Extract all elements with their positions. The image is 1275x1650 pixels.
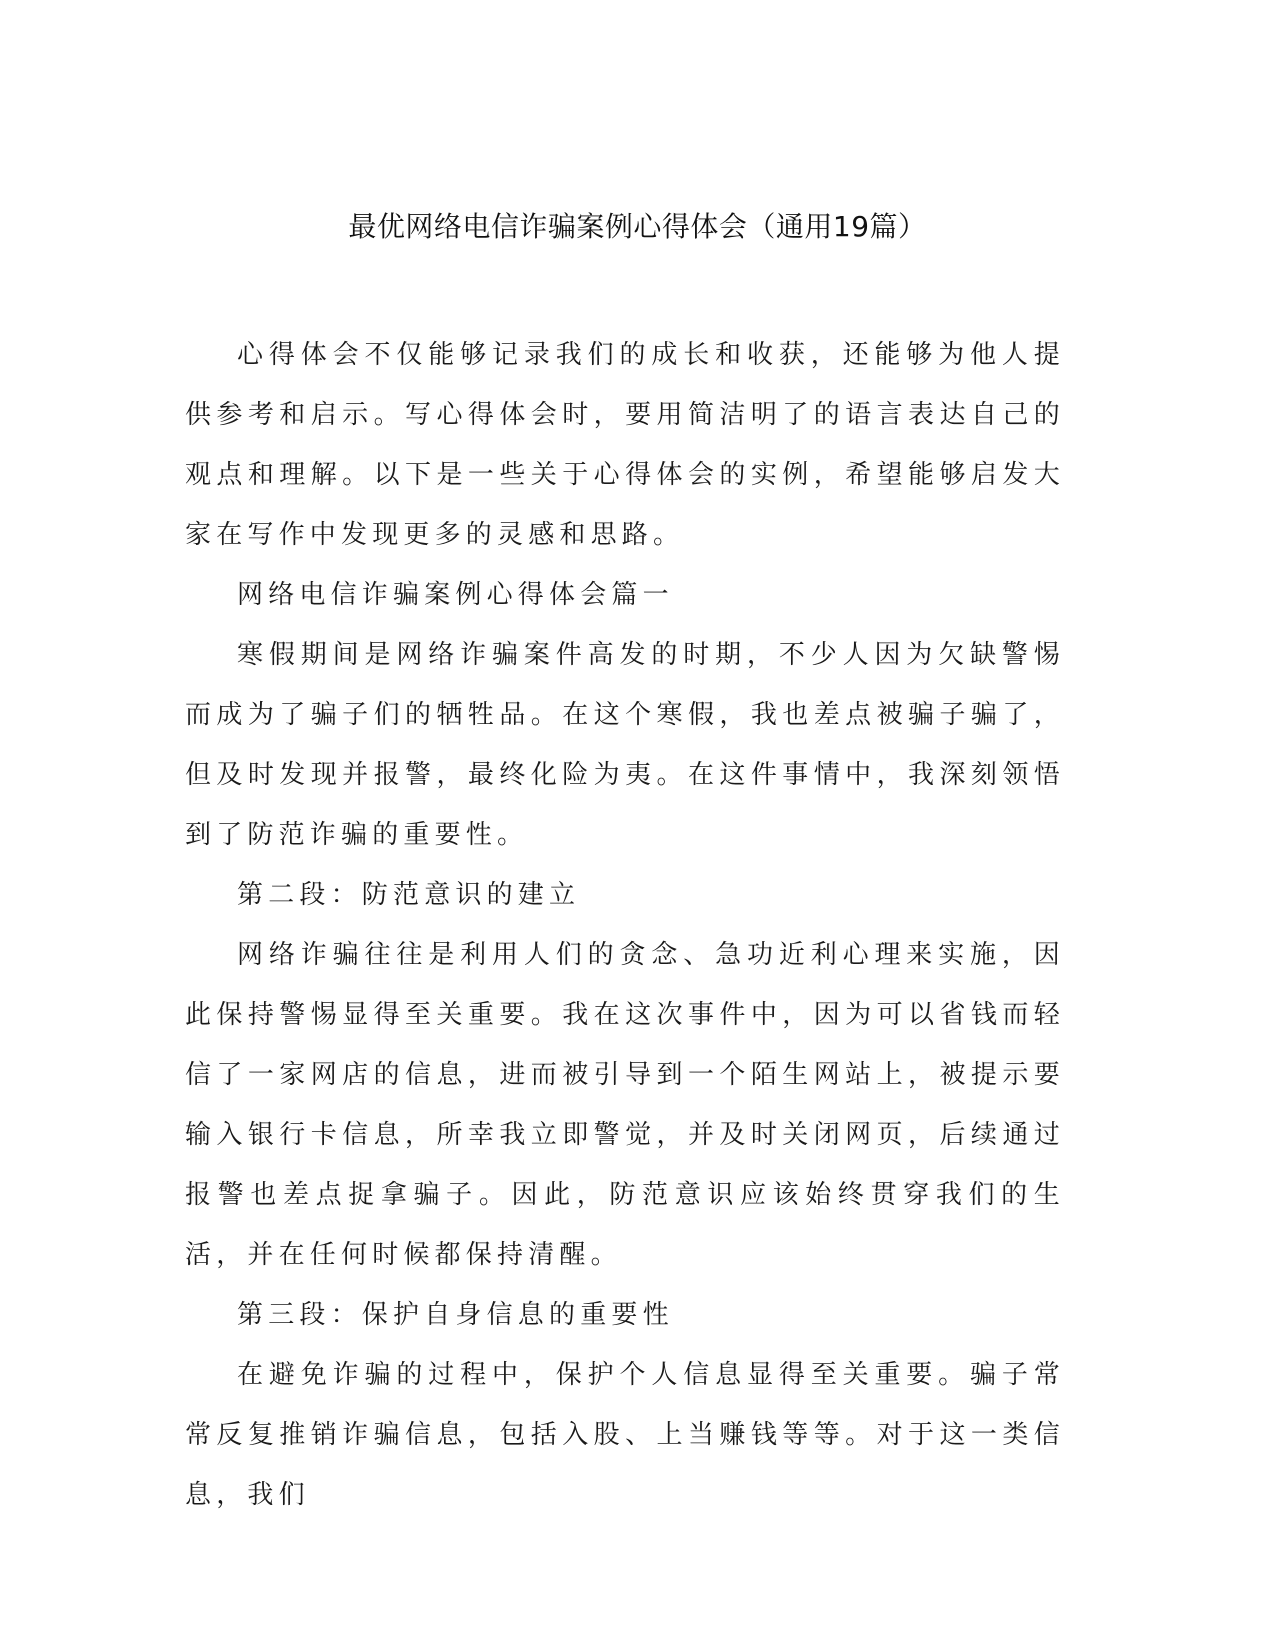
section-heading-1: 网络电信诈骗案例心得体会篇一 <box>237 580 674 610</box>
intro-paragraph: 心得体会不仅能够记录我们的成长和收获，还能够为他人提供参考和启示。写心得体会时，要用简洁明了的语言表达自己的观点和理解。以下是一些关于心得体会的实例，希望能够启发大家在写作中发现更多的灵感和思路。 <box>185 340 1065 550</box>
body-paragraph-1: 寒假期间是网络诈骗案件高发的时期，不少人因为欠缺警惕而成为了骗子们的牺牲品。在这个寒假，我也差点被骗子骗了，但及时发现并报警，最终化险为夷。在这件事情中，我深刻领悟到了防范诈骗的重要性。 <box>185 640 1065 850</box>
document-title: 最优网络电信诈骗案例心得体会（通用19篇） <box>348 210 927 243</box>
section-heading-3: 第三段：保护自身信息的重要性 <box>237 1300 674 1330</box>
document-body <box>185 325 1065 1525</box>
body-paragraph-2: 网络诈骗往往是利用人们的贪念、急功近利心理来实施，因此保持警惕显得至关重要。我在这次事件中，因为可以省钱而轻信了一家网店的信息，进而被引导到一个陌生网站上，被提示要输入银行卡信息，所幸我立即警觉，并及时关闭网页，后续通过报警也差点捉拿骗子。因此，防范意识应该始终贯穿我们的生活，并在任何时候都保持清醒。 <box>185 940 1065 1270</box>
body-paragraph-3: 在避免诈骗的过程中，保护个人信息显得至关重要。骗子常常反复推销诈骗信息，包括入股、上当赚钱等等。对于这一类信息，我们 <box>185 1360 1065 1510</box>
section-heading-2: 第二段：防范意识的建立 <box>237 880 581 910</box>
